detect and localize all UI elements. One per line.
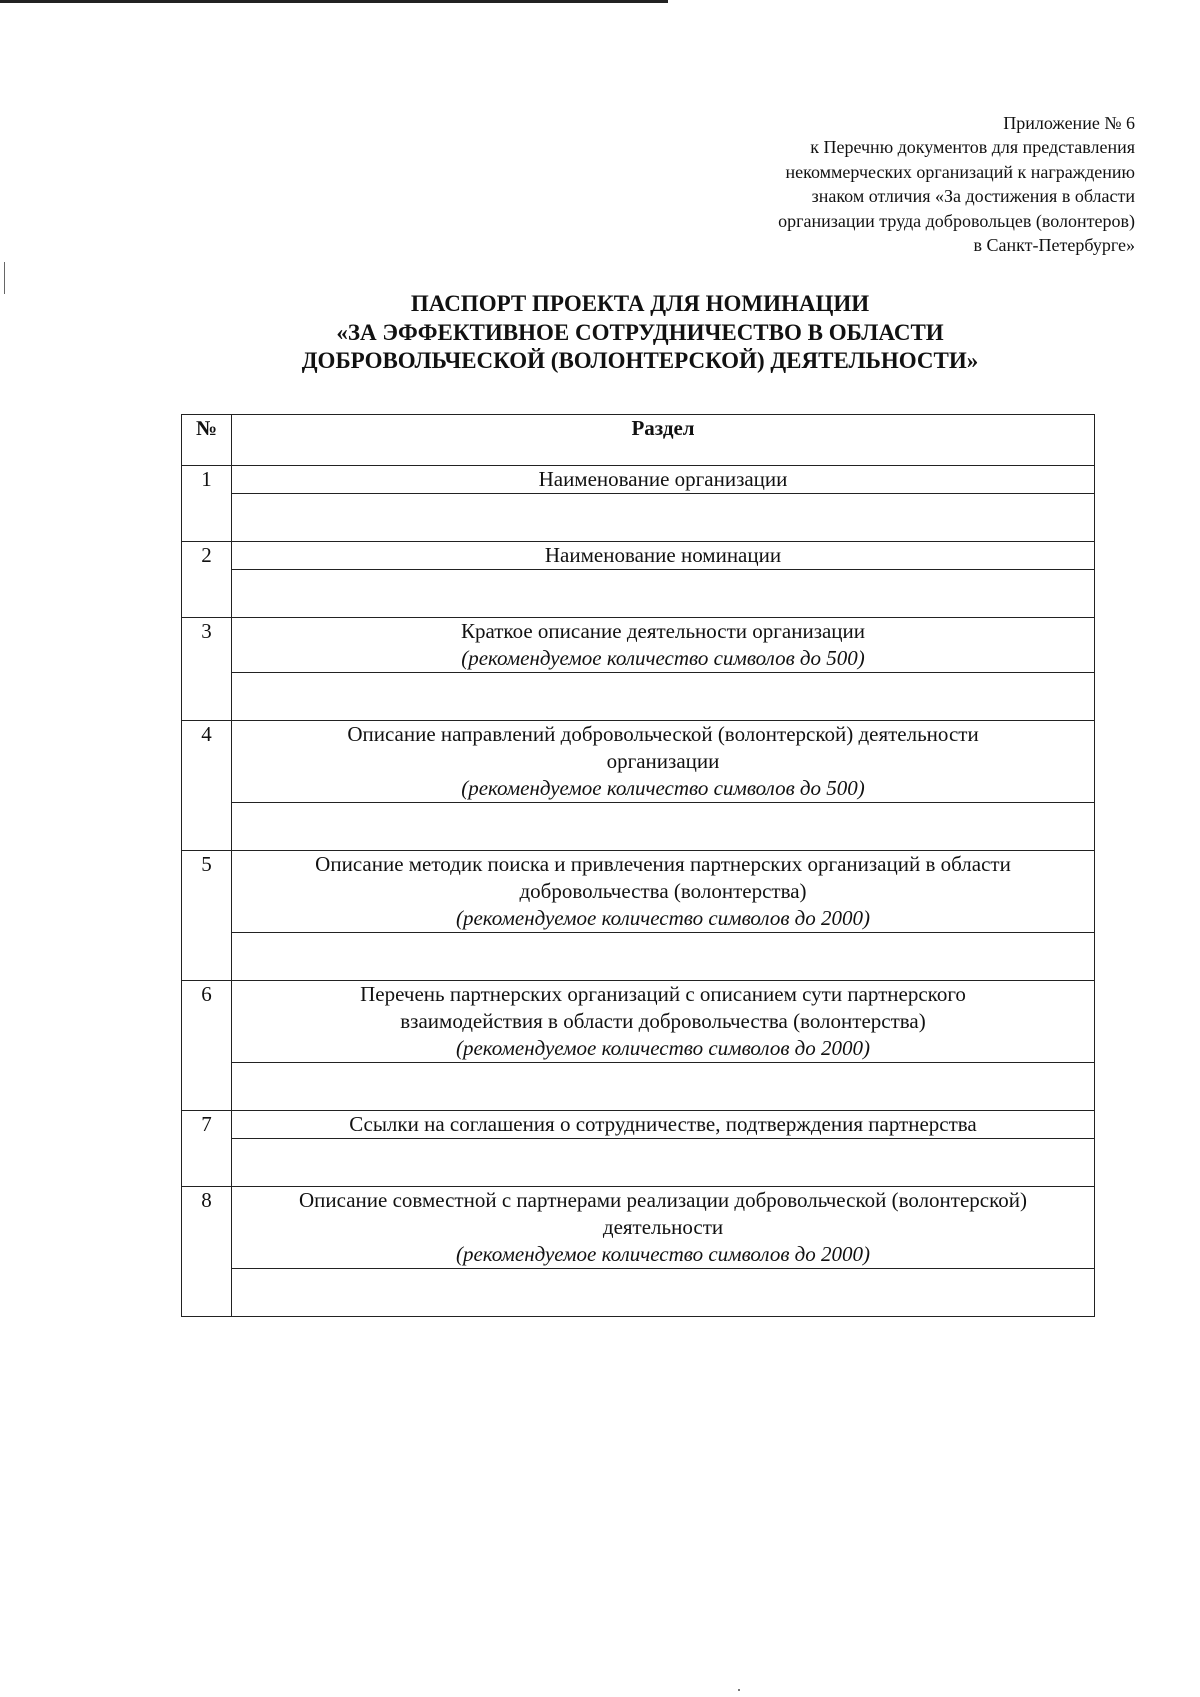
answer-field[interactable] xyxy=(232,673,1095,721)
table-row xyxy=(182,618,1095,673)
answer-field[interactable] xyxy=(232,803,1095,851)
section-title-line: Описание совместной с партнерами реализации добровольческой (волонтерской) xyxy=(299,1188,1027,1212)
table-row xyxy=(182,466,1095,494)
answer-field[interactable] xyxy=(232,1063,1095,1111)
character-limit-hint: (рекомендуемое количество символов до 2000) xyxy=(455,1036,871,1060)
table-row xyxy=(182,1111,1095,1139)
row-number: 4 xyxy=(182,721,232,851)
table-header-row xyxy=(182,415,1095,466)
character-limit-hint: (рекомендуемое количество символов до 2000) xyxy=(455,906,871,930)
section-title-line: добровольчества (волонтерства) xyxy=(519,879,807,903)
answer-field[interactable] xyxy=(232,570,1095,618)
answer-field[interactable] xyxy=(232,1139,1095,1187)
answer-row xyxy=(182,673,1095,721)
title-line: ПАСПОРТ ПРОЕКТА ДЛЯ НОМИНАЦИИ xyxy=(410,291,870,316)
answer-field[interactable] xyxy=(232,494,1095,542)
row-number: 6 xyxy=(182,981,232,1111)
answer-row xyxy=(182,1139,1095,1187)
appendix-line: к Перечню документов для представления xyxy=(810,137,1135,158)
row-number: 1 xyxy=(182,466,232,542)
row-number: 7 xyxy=(182,1111,232,1187)
title-line: «ЗА ЭФФЕКТИВНОЕ СОТРУДНИЧЕСТВО В ОБЛАСТИ xyxy=(336,319,944,345)
title-line: ДОБРОВОЛЬЧЕСКОЙ (ВОЛОНТЕРСКОЙ) ДЕЯТЕЛЬНОСТИ» xyxy=(301,348,979,373)
answer-row xyxy=(182,933,1095,981)
section-title-line: взаимодействия в области добровольчества (волонтерства) xyxy=(400,1009,926,1033)
appendix-line: в Санкт-Петербурге» xyxy=(973,235,1135,256)
scan-edge-line xyxy=(0,0,668,3)
section-title-line: Ссылки на соглашения о сотрудничестве, подтверждения партнерства xyxy=(349,1112,977,1136)
column-header-number: № xyxy=(182,415,232,466)
answer-row xyxy=(182,1269,1095,1317)
column-header-section: Раздел xyxy=(232,415,1095,466)
row-number: 5 xyxy=(182,851,232,981)
appendix-line: некоммерческих организаций к награждению xyxy=(785,161,1135,182)
table-body xyxy=(182,466,1095,1317)
section-title-line: Перечень партнерских организаций с описанием сути партнерского xyxy=(360,982,966,1006)
section-description xyxy=(232,618,1095,673)
answer-field[interactable] xyxy=(232,1269,1095,1317)
answer-row xyxy=(182,570,1095,618)
row-number: 3 xyxy=(182,618,232,721)
character-limit-hint: (рекомендуемое количество символов до 2000) xyxy=(455,1242,871,1266)
answer-field[interactable] xyxy=(232,933,1095,981)
section-description xyxy=(232,466,1095,494)
section-title-line: Описание методик поиска и привлечения партнерских организаций в области xyxy=(315,852,1011,876)
row-number: 2 xyxy=(182,542,232,618)
section-description xyxy=(232,851,1095,933)
section-title-line: Описание направлений добровольческой (волонтерской) деятельности xyxy=(347,722,979,746)
appendix-line: организации труда добровольцев (волонтеров) xyxy=(778,210,1135,231)
table-row xyxy=(182,542,1095,570)
section-title-line: деятельности xyxy=(602,1215,724,1239)
appendix-line: Приложение № 6 xyxy=(1003,113,1135,133)
character-limit-hint: (рекомендуемое количество символов до 500) xyxy=(461,646,865,670)
answer-row xyxy=(182,494,1095,542)
answer-row xyxy=(182,1063,1095,1111)
scan-edge-mark xyxy=(4,262,5,294)
section-description xyxy=(232,981,1095,1063)
document-title xyxy=(140,290,1140,376)
table-row xyxy=(182,1187,1095,1269)
row-number: 8 xyxy=(182,1187,232,1317)
table-row xyxy=(182,851,1095,933)
section-description xyxy=(232,1111,1095,1139)
table-row xyxy=(182,981,1095,1063)
table-row xyxy=(182,721,1095,803)
answer-row xyxy=(182,803,1095,851)
section-title-line: Краткое описание деятельности организации xyxy=(460,619,866,643)
section-description xyxy=(232,721,1095,803)
section-title-line: Наименование организации xyxy=(538,467,788,491)
appendix-note xyxy=(615,111,1135,257)
section-title-line: Наименование номинации xyxy=(544,543,782,567)
section-description xyxy=(232,1187,1095,1269)
passport-table xyxy=(181,414,1095,1317)
section-title-line: организации xyxy=(606,749,720,773)
character-limit-hint: (рекомендуемое количество символов до 500) xyxy=(461,776,865,800)
scan-speck xyxy=(738,1689,740,1691)
appendix-line: знаком отличия «За достижения в области xyxy=(811,186,1135,207)
section-description xyxy=(232,542,1095,570)
